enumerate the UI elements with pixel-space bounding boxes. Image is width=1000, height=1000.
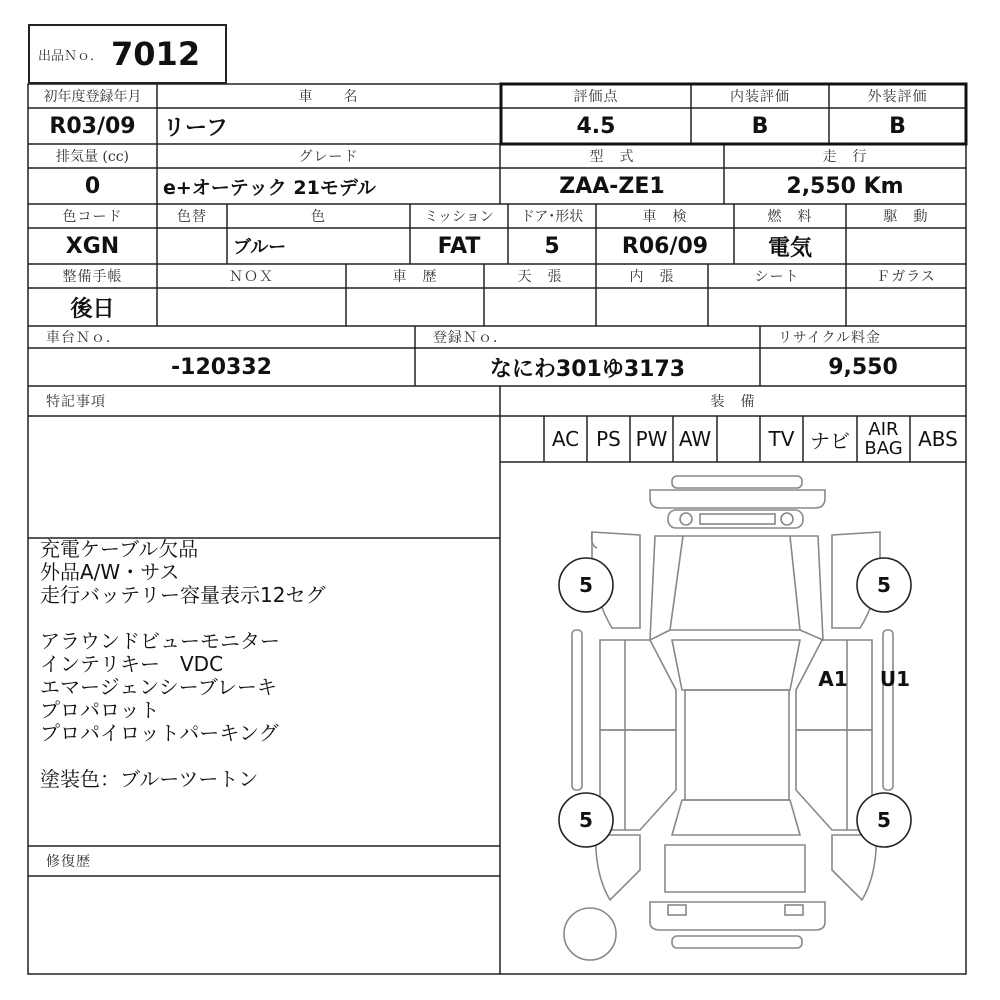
drive-label: 駆 動 [883, 209, 929, 225]
plate-value: なにわ301ゆ3173 [489, 356, 686, 382]
lot-number: 7012 [111, 35, 201, 73]
equip-tv: TV [768, 427, 795, 451]
recycle-label: リサイクル料金 [778, 330, 882, 346]
mission-value: FAT [437, 233, 481, 259]
history-label: 車 歴 [392, 269, 438, 285]
mileage-label: 走 行 [822, 149, 868, 165]
mission-label: ミッション [424, 209, 494, 225]
equip-pw: PW [635, 427, 668, 451]
car-outline [564, 476, 893, 960]
score-value: 4.5 [576, 113, 616, 139]
inspection-value: R06/09 [621, 233, 709, 259]
fuel-label: 燃 料 [767, 209, 813, 225]
car-name-label: 車 名 [298, 89, 359, 105]
equip-abs: ABS [918, 427, 958, 451]
grade-label: グレード [298, 149, 359, 165]
door-label: ドア･形状 [520, 209, 584, 225]
plate-label: 登録Ｎｏ． [433, 330, 508, 346]
equipment-label: 装 備 [710, 394, 756, 410]
damage-mark-u1: U1 [879, 667, 911, 691]
inspection-label: 車 検 [642, 209, 688, 225]
equip-ac: AC [551, 427, 580, 451]
lot-label: 出品Ｎｏ． [38, 48, 104, 64]
grade-value: e+オーテック 21モデル [163, 176, 376, 199]
first-reg-label: 初年度登録年月 [43, 89, 142, 105]
recycle-value: 9,550 [828, 354, 898, 380]
model-value: ZAA-ZE1 [559, 173, 665, 199]
damage-mark-a1: A1 [818, 667, 848, 691]
tire-rl-value: 5 [579, 808, 593, 832]
equip-airbag: AIR BAG [864, 419, 903, 459]
interior-label: 内装評価 [730, 89, 790, 105]
tire-fr-value: 5 [877, 573, 891, 597]
model-label: 型 式 [589, 149, 635, 165]
interior-value: B [751, 113, 769, 139]
fuel-value: 電気 [767, 235, 812, 261]
color-value: ブルー [233, 237, 287, 258]
chassis-value: -120332 [171, 354, 272, 380]
service-label: 整備手帳 [62, 269, 123, 285]
first-reg-value: R03/09 [49, 113, 136, 139]
equip-navi: ナビ [810, 428, 850, 453]
color-code-value: XGN [65, 233, 120, 259]
mileage-value: 2,550 Km [786, 173, 904, 199]
score-label: 評価点 [573, 89, 619, 105]
exterior-label: 外装評価 [867, 89, 928, 105]
displacement-label: 排気量 (cc) [55, 149, 130, 165]
notes-label: 特記事項 [46, 394, 106, 410]
notes-text: 充電ケーブル欠品 外品A/W・サス 走行バッテリー容量表示12セグ アラウンドビューモニター インテリキー VDC エマージェンシーブレーキ プロパロット プロパイロットパーキング 塗装色：ブルーツートン [40, 538, 326, 791]
equip-aw: AW [678, 427, 712, 451]
seat-label: シート [754, 269, 800, 285]
door-value: 5 [544, 233, 560, 259]
car-name-value: リーフ [163, 115, 228, 141]
glass-label: Ｆガラス [876, 269, 936, 285]
exterior-value: B [889, 113, 906, 139]
nox-label: ＮＯＸ [229, 269, 274, 285]
tire-fl-value: 5 [579, 573, 593, 597]
roof-label: 天 張 [517, 269, 563, 285]
repaint-label: 色替 [177, 209, 207, 225]
chassis-label: 車台Ｎｏ． [46, 330, 121, 346]
interior-trim-label: 内 張 [629, 269, 675, 285]
repair-label: 修復歴 [46, 854, 91, 870]
equip-ps: PS [596, 427, 621, 451]
color-code-label: 色コード [62, 209, 123, 225]
color-label: 色 [311, 209, 326, 225]
displacement-value: 0 [84, 173, 101, 199]
tire-rr-value: 5 [877, 808, 891, 832]
service-value: 後日 [70, 296, 115, 322]
